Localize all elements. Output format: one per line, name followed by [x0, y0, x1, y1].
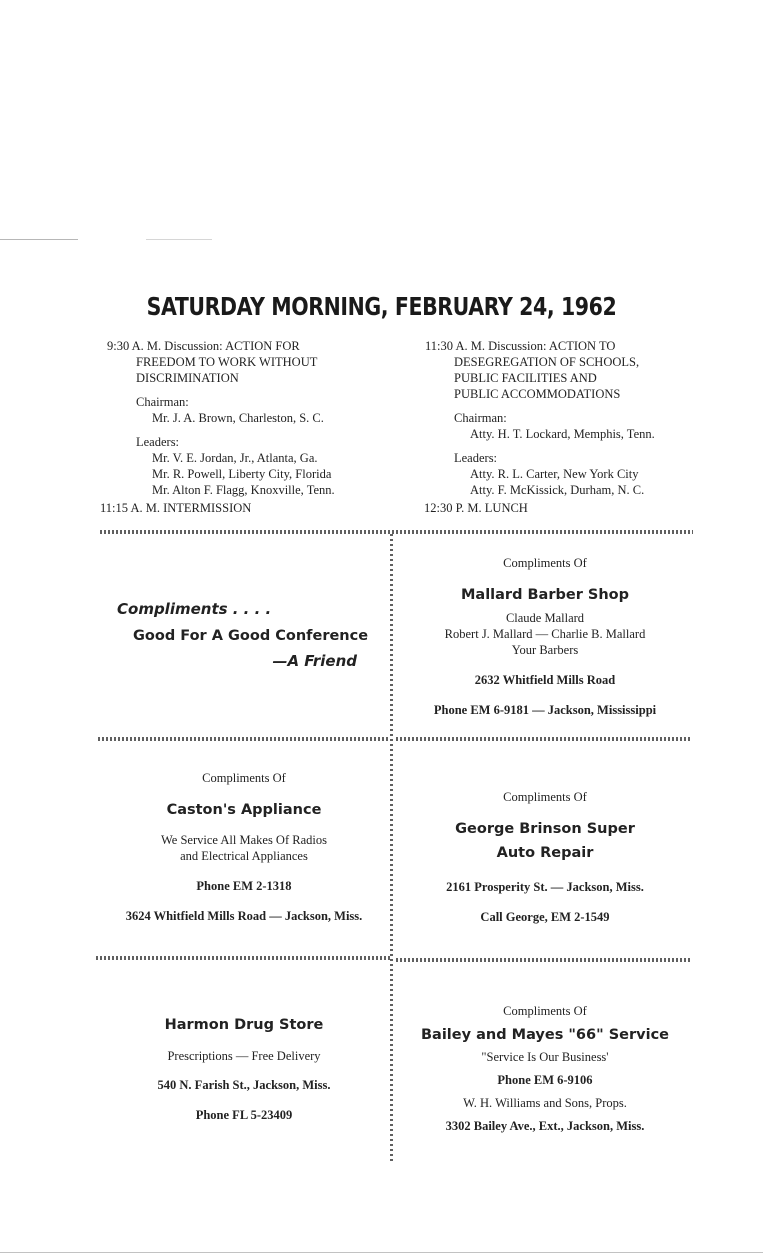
session-title: 11:30 A. M. Discussion: ACTION TO	[425, 339, 616, 353]
address: 2632 Whitfield Mills Road	[474, 673, 616, 687]
divider-horizontal	[98, 737, 390, 741]
leader: Mr. R. Powell, Liberty City, Florida	[152, 467, 332, 481]
compliments-of: Compliments Of	[503, 556, 587, 570]
compliments-of: Compliments Of	[503, 1004, 587, 1018]
address: 540 N. Farish St., Jackson, Miss.	[157, 1078, 331, 1092]
divider-horizontal	[100, 530, 693, 534]
ad-brinson	[400, 789, 690, 925]
ad-caston	[98, 770, 390, 924]
lunch: 12:30 P. M. LUNCH	[424, 501, 528, 515]
motto: "Service Is Our Business'	[481, 1050, 609, 1064]
phone: Phone FL 5-23409	[195, 1108, 293, 1122]
ad-friend	[117, 600, 367, 670]
address: 2161 Prosperity St. — Jackson, Miss.	[446, 880, 644, 894]
intermission: 11:15 A. M. INTERMISSION	[100, 501, 252, 515]
phone: Call George, EM 2-1549	[480, 910, 610, 924]
session-title: 9:30 A. M. Discussion: ACTION FOR	[107, 339, 300, 353]
friend-line-2: Good For A Good Conference	[133, 628, 369, 644]
leader: Mr. Alton F. Flagg, Knoxville, Tenn.	[152, 483, 335, 497]
divider-vertical	[390, 534, 393, 1164]
service-line: and Electrical Appliances	[180, 849, 308, 863]
leader: Atty. F. McKissick, Durham, N. C.	[470, 483, 645, 497]
leaders-label: Leaders:	[136, 435, 180, 449]
leader: Mr. V. E. Jordan, Jr., Atlanta, Ga.	[152, 451, 318, 465]
business-name: Bailey and Mayes "66" Service	[421, 1027, 669, 1043]
friend-line-1: Compliments . . . .	[117, 600, 272, 618]
address: 3302 Bailey Ave., Ext., Jackson, Miss.	[445, 1119, 645, 1133]
business-name: Auto Repair	[496, 845, 594, 861]
owner: Claude Mallard	[505, 611, 585, 625]
phone: Phone EM 6-9181 — Jackson, Mississippi	[433, 703, 657, 717]
address: 3624 Whitfield Mills Road — Jackson, Miss.	[125, 909, 363, 923]
page-title: SATURDAY MORNING, FEBRUARY 24, 1962	[146, 292, 617, 321]
scan-mark	[146, 239, 212, 240]
services: Prescriptions — Free Delivery	[167, 1049, 321, 1063]
phone: Phone EM 6-9106	[497, 1073, 593, 1087]
leader: Atty. R. L. Carter, New York City	[470, 467, 639, 481]
session-title: FREEDOM TO WORK WITHOUT	[136, 355, 318, 369]
scan-mark	[0, 239, 78, 240]
business-name: George Brinson Super	[455, 821, 635, 837]
friend-signature: —A Friend	[272, 652, 357, 670]
proprietors: W. H. Williams and Sons, Props.	[463, 1096, 627, 1110]
compliments-of: Compliments Of	[202, 771, 286, 785]
schedule-right	[425, 338, 725, 498]
compliments-of: Compliments Of	[503, 790, 587, 804]
chairman: Atty. H. T. Lockard, Memphis, Tenn.	[470, 427, 655, 441]
divider-horizontal	[396, 958, 690, 962]
session-title: DISCRIMINATION	[136, 371, 239, 385]
divider-horizontal	[96, 956, 390, 960]
service-line: We Service All Makes Of Radios	[161, 833, 327, 847]
phone: Phone EM 2-1318	[196, 879, 292, 893]
business-name: Harmon Drug Store	[164, 1017, 324, 1033]
chairman-label: Chairman:	[136, 395, 189, 409]
schedule-left	[107, 338, 387, 498]
divider-horizontal	[396, 737, 690, 741]
chairman-label: Chairman:	[454, 411, 507, 425]
business-name: Mallard Barber Shop	[460, 587, 630, 603]
leaders-label: Leaders:	[454, 451, 498, 465]
ad-bailey	[400, 1003, 690, 1134]
session-title: DESEGREGATION OF SCHOOLS,	[454, 355, 640, 369]
barbers: Robert J. Mallard — Charlie B. Mallard	[444, 627, 646, 641]
chairman: Mr. J. A. Brown, Charleston, S. C.	[152, 411, 324, 425]
ad-mallard	[400, 555, 690, 718]
scan-mark	[0, 1252, 763, 1253]
session-title: PUBLIC FACILITIES AND	[454, 371, 597, 385]
ad-harmon	[98, 1017, 390, 1123]
tagline: Your Barbers	[511, 643, 579, 657]
business-name: Caston's Appliance	[166, 802, 322, 818]
session-title: PUBLIC ACCOMMODATIONS	[454, 387, 621, 401]
